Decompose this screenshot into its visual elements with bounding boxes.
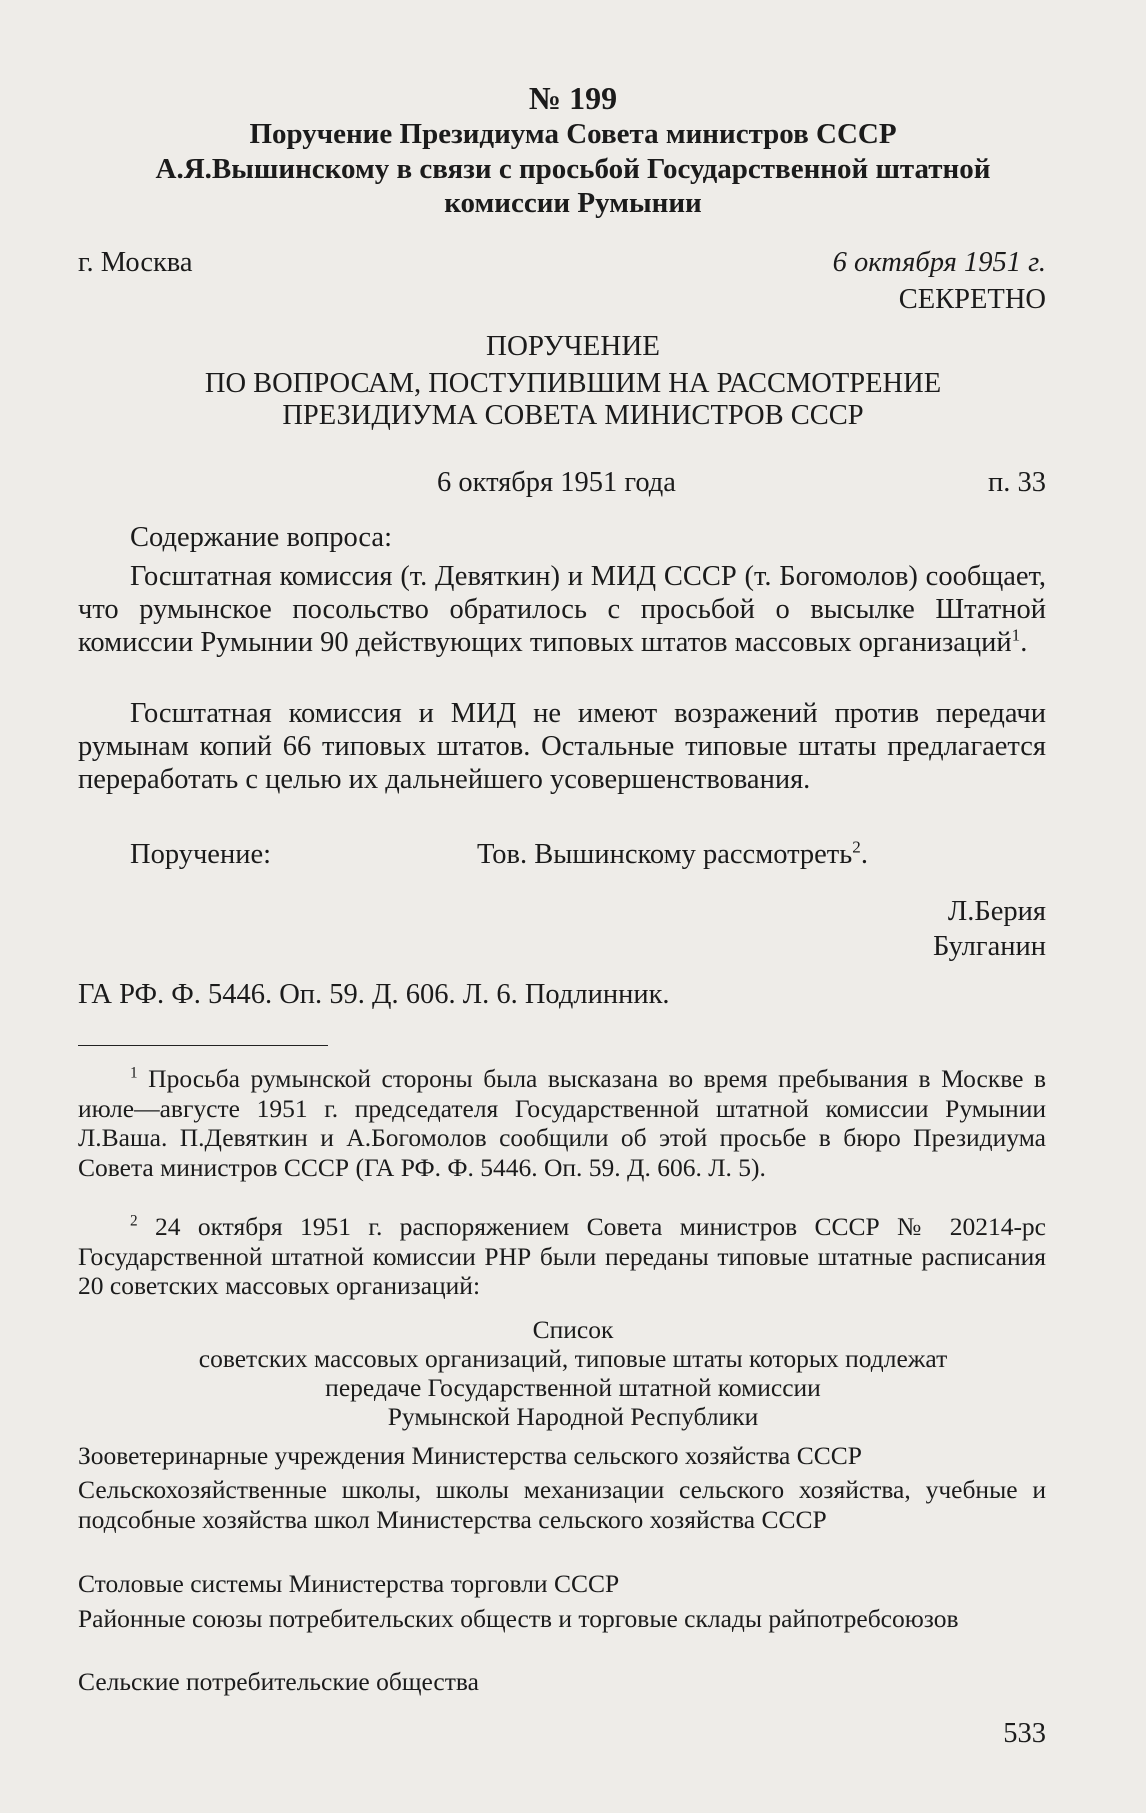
list-item: Сельские потребительские общества (78, 1667, 479, 1696)
document-title-line-2: А.Я.Вышинскому в связи с просьбой Государственной штатной (155, 153, 991, 185)
instruction-text: Тов. Вышинскому рассмотреть$^2$. (477, 837, 868, 870)
content-label: Содержание вопроса: (130, 522, 392, 553)
signature-bulganin: Булганин (933, 931, 1046, 962)
order-subtitle-line-2: ПРЕЗИДИУМА СОВЕТА МИНИСТРОВ СССР (282, 400, 864, 431)
document-title-line-1: Поручение Президиума Совета министров СССР (249, 118, 897, 150)
order-item-number: п. 33 (987, 467, 1046, 498)
order-title: ПОРУЧЕНИЕ (486, 330, 660, 362)
list-title: Список (532, 1315, 614, 1344)
order-subtitle-line-1: ПО ВОПРОСАМ, ПОСТУПИВШИМ НА РАССМОТРЕНИЕ (204, 368, 942, 399)
list-subtitle-line-1: советских массовых организаций, типовые штаты которых подлежат (198, 1344, 948, 1373)
list-item: Столовые системы Министерства торговли СССР (78, 1569, 620, 1598)
footnote-ref-2: 2 (852, 837, 861, 857)
order-date: 6 октября 1951 года (437, 467, 676, 498)
footnote-ref-1: 1 (1011, 625, 1021, 645)
date: 6 октября 1951 г. (832, 247, 1046, 278)
page-number: 533 (1003, 1718, 1046, 1749)
paragraph-1: Госштатная комиссия (т. Девяткин) и МИД СССР (т. Богомолов) сообщает, что румынское посольство обратилось с просьбой о высылке Штатной комиссии Румынии 90 действующих типовых штатов массовых организаций$^1$. (78, 561, 1046, 658)
list-item: Районные союзы потребительских обществ и торговые склады райпотребсоюзов (78, 1604, 959, 1633)
classification-stamp: СЕКРЕТНО (898, 284, 1046, 315)
place: г. Москва (78, 247, 193, 278)
document-title-line-3: комиссии Румынии (444, 187, 702, 219)
footnote-1: $^1$ Просьба румынской стороны была высказана во время пребывания в Москве в июле—августе 1951 г. председателя Государственной штатной комиссии Румынии Л.Ваша. П.Девяткин и А.Богомолов сообщили об этой просьбе в бюро Президиума Совета министров СССР (ГА РФ. Ф. 5446. Оп. 59. Д. 606. Л. 5). (78, 1064, 1046, 1182)
list-item: Сельскохозяйственные школы, школы механизации сельского хозяйства, учебные и подсобные хозяйства школ Министерства сельского хозяйства СССР (78, 1475, 1046, 1534)
footnote-2: $^2$ 24 октября 1951 г. распоряжением Совета министров СССР № 20214-рс Государственной штатной комиссии РНР были переданы типовые штатные расписания 20 советских массовых организаций: (78, 1212, 1046, 1300)
paragraph-2: Госштатная комиссия и МИД не имеют возражений против передачи румынам копий 66 типовых штатов. Остальные типовые штаты предлагается переработать с целью их дальнейшего усовершенствования. (78, 698, 1046, 795)
document-number: № 199 (528, 80, 618, 116)
archive-source: ГА РФ. Ф. 5446. Оп. 59. Д. 606. Л. 6. Подлинник. (78, 979, 670, 1010)
list-subtitle-line-2: передаче Государственной штатной комиссии (325, 1373, 821, 1402)
list-item: Зооветеринарные учреждения Министерства сельского хозяйства СССР (78, 1441, 862, 1470)
signature-beria: Л.Берия (947, 896, 1046, 927)
footnote-divider (78, 1045, 328, 1046)
list-subtitle-line-3: Румынской Народной Республики (387, 1402, 759, 1431)
instruction-label: Поручение: (130, 839, 272, 870)
